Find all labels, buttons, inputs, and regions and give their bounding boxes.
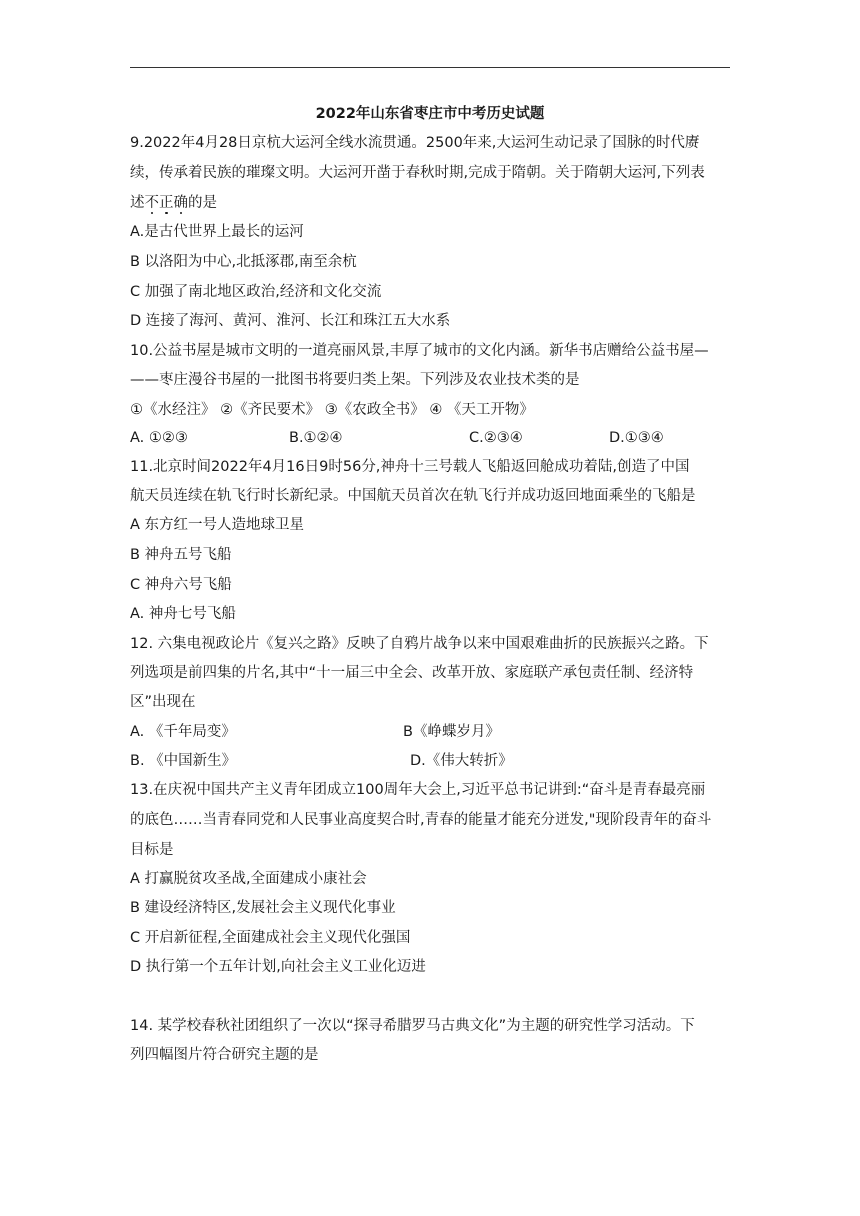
q12-stem-line3: 区”出现在 (130, 694, 196, 710)
q10-items: ①《水经注》 ②《齐民要术》 ③《农政全书》 ④ 《天工开物》 (130, 402, 534, 418)
q10-stem-line1: 10.公益书屋是城市文明的一道亮丽风景,丰厚了城市的文化内涵。新华书店赠给公益书屋— (130, 343, 709, 359)
q9-option-c: C 加强了南北地区政治,经济和文化交流 (130, 284, 382, 300)
q11-option-d: A. 神舟七号飞船 (130, 606, 236, 622)
q11-option-a: A 东方红一号人造地球卫星 (130, 517, 305, 533)
q11-stem-line2: 航天员连续在轨飞行时长新纪录。中国航天员首次在轨飞行并成功返回地面乘坐的飞船是 (130, 488, 696, 504)
emphasis-mark: 不 (144, 195, 159, 211)
q13-option-d: D 执行第一个五年计划,向社会主义工业化迈进 (130, 959, 426, 975)
q10-option-a: A. ①②③ (130, 430, 188, 446)
page-title: 2022年山东省枣庄市中考历史试题 (315, 106, 545, 122)
q12-option-b: B《峥蝶岁月》 (403, 724, 500, 740)
q10-option-c: C.②③④ (469, 430, 523, 446)
q10-stem-line2: ——枣庄漫谷书屋的一批图书将要归类上架。下列涉及农业技术类的是 (130, 372, 580, 388)
q9-stem-line1: 9.2022年4月28日京杭大运河全线水流贯通。2500年来,大运河生动记录了国脉的时代赓 (130, 135, 700, 151)
q14-stem-line2: 列四幅图片符合研究主题的是 (130, 1047, 319, 1063)
q9-stem-line2: 续，传承着民族的璀璨文明。大运河开凿于春秋时期,完成于隋朝。关于隋朝大运河,下列表 (130, 165, 705, 181)
q9-option-d: D 连接了海河、黄河、淮河、长江和珠江五大水系 (130, 313, 451, 329)
q13-stem-line2: 的底色……当青春同党和人民事业高度契合时,青春的能量才能充分迸发,"现阶段青年的奋斗 (130, 812, 712, 828)
header-rule (130, 67, 730, 68)
q12-option-c: B. 《中国新生》 (130, 753, 237, 769)
q12-option-d: D.《伟大转折》 (410, 753, 513, 769)
q10-option-d: D.①③④ (609, 430, 664, 446)
q9-stem-line3-post: 的是 (188, 195, 217, 211)
emphasis-mark: 正 (159, 195, 174, 211)
q9-option-a: A.是古代世界上最长的运河 (130, 224, 304, 240)
q13-stem-line3: 目标是 (130, 842, 174, 858)
q9-stem-line3 (130, 193, 217, 213)
q13-option-b: B 建设经济特区,发展社会主义现代化事业 (130, 900, 396, 916)
q11-option-c: C 神舟六号飞船 (130, 577, 232, 593)
q9-stem-line3-pre: 述 (130, 195, 145, 211)
q9-option-b: B 以洛阳为中心,北抵涿郡,南至余杭 (130, 254, 357, 270)
q11-option-b: B 神舟五号飞船 (130, 547, 232, 563)
q12-stem-line1: 12. 六集电视政论片《复兴之路》反映了自鸦片战争以来中国艰难曲折的民族振兴之路。下 (130, 636, 709, 652)
q13-stem-line1: 13.在庆祝中国共产主义青年团成立100周年大会上,习近平总书记讲到:“奋斗是青春最亮丽 (130, 782, 706, 798)
q13-option-a: A 打赢脱贫攻圣战,全面建成小康社会 (130, 871, 367, 887)
q10-option-b: B.①②④ (289, 430, 343, 446)
emphasis-mark: 确 (173, 195, 188, 211)
q11-stem-line1: 11.北京时间2022年4月16日9时56分,神舟十三号载人飞船返回舱成功着陆,创造了中国 (130, 459, 690, 475)
q12-option-a: A. 《千年局变》 (130, 724, 236, 740)
q14-stem-line1: 14. 某学校春秋社团组织了一次以“探寻希腊罗马古典文化”为主题的研究性学习活动。下 (130, 1018, 695, 1034)
q12-stem-line2: 列选项是前四集的片名,其中“十一届三中全会、改革开放、家庭联产承包责任制、经济特 (130, 665, 694, 681)
q13-option-c: C 开启新征程,全面建成社会主义现代化强国 (130, 930, 411, 946)
